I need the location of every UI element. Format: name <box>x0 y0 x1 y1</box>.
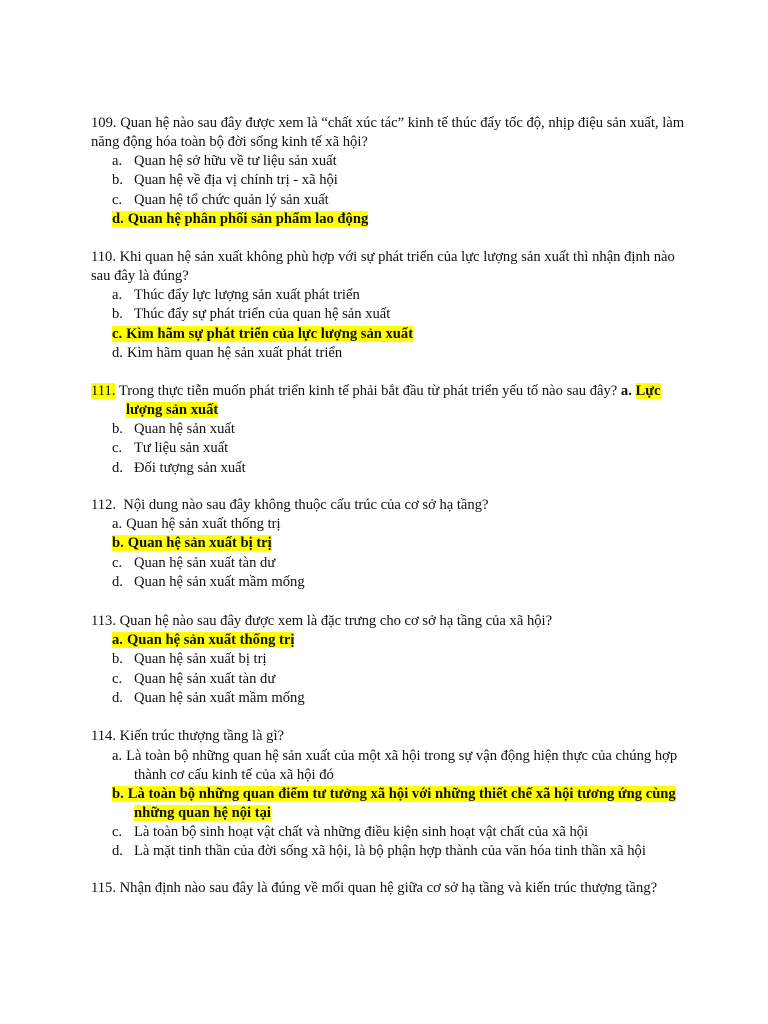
option-d: d. Đối tượng sản xuất <box>112 459 246 476</box>
option-d: d. Quan hệ sản xuất mầm mống <box>112 574 305 591</box>
option-a: a. Quan hệ sở hữu về tư liệu sản xuất <box>112 153 337 169</box>
option-list <box>91 420 691 478</box>
question-stem: 111. Trong thực tiễn muốn phát triển kinh tế phải bắt đầu từ phát triển yếu tố nào sau đây? a. Lực lượng sản xuất <box>91 383 661 418</box>
option-list <box>91 747 691 862</box>
option-a-answer: a. Quan hệ sản xuất thống trị <box>112 632 295 648</box>
option-list <box>91 631 691 709</box>
option-a: a. Là toàn bộ những quan hệ sản xuất của một xã hội trong sự vận động hiện thực của chúng hợp thành cơ cấu kinh tế của xã hội đó <box>112 748 678 783</box>
option-b: b. Quan hệ sản xuất <box>112 421 235 437</box>
option-c-answer: c. Kìm hãm sự phát triển của lực lượng sản xuất <box>112 325 414 342</box>
option-b-answer: b. Quan hệ sản xuất bị trị <box>112 535 272 552</box>
question-stem: 112. Nội dung nào sau đây không thuộc cấu trúc của cơ sở hạ tầng? <box>91 497 489 513</box>
option-d: d. Quan hệ sản xuất mầm mống <box>112 690 305 707</box>
option-c: c. Là toàn bộ sinh hoạt vật chất và những điều kiện sinh hoạt vật chất của xã hội <box>112 824 589 840</box>
option-list <box>91 152 691 230</box>
question-110 <box>91 248 691 364</box>
option-b-answer: b. Là toàn bộ những quan điểm tư tưởng xã hội với những thiết chế xã hội tương ứng cùng những quan hệ nội tại <box>112 786 676 821</box>
inline-option-label: a. <box>620 383 632 399</box>
question-113 <box>91 612 691 709</box>
option-c: c. Quan hệ tổ chức quản lý sản xuất <box>112 191 329 208</box>
option-a-answer: Lực lượng sản xuất <box>126 383 661 418</box>
option-list <box>91 515 691 593</box>
question-number: 111. <box>91 383 116 399</box>
option-b: b. Quan hệ về địa vị chính trị - xã hội <box>112 172 338 189</box>
option-c: c. Quan hệ sản xuất tàn dư <box>112 554 276 571</box>
question-stem: 115. Nhận định nào sau đây là đúng về mối quan hệ giữa cơ sở hạ tầng và kiến trúc thượng tầng? <box>91 880 658 896</box>
option-list <box>91 286 691 364</box>
option-b: b. Thúc đẩy sự phát triển của quan hệ sản xuất <box>112 306 391 323</box>
option-d-answer: d. Quan hệ phân phối sản phẩm lao động <box>112 211 369 228</box>
question-109 <box>91 114 691 230</box>
option-c: c. Quan hệ sản xuất tàn dư <box>112 670 276 687</box>
question-stem: 109. Quan hệ nào sau đây được xem là “chất xúc tác” kinh tế thúc đẩy tốc độ, nhịp điệu sản xuất, làm năng động hóa toàn bộ đời sống kinh tế xã hội? <box>91 115 685 150</box>
option-a: a. Thúc đẩy lực lượng sản xuất phát triển <box>112 287 360 303</box>
question-114 <box>91 727 691 862</box>
question-115 <box>91 879 691 898</box>
option-b: b. Quan hệ sản xuất bị trị <box>112 651 267 668</box>
option-d: d. Là mặt tinh thần của đời sống xã hội, là bộ phận hợp thành của văn hóa tinh thần xã hội <box>112 843 646 860</box>
question-stem: 114. Kiến trúc thượng tầng là gì? <box>91 728 285 744</box>
question-111 <box>91 382 691 478</box>
option-c: c. Tư liệu sản xuất <box>112 440 229 457</box>
option-d: d. Kìm hãm quan hệ sản xuất phát triển <box>112 345 343 362</box>
question-stem: 110. Khi quan hệ sản xuất không phù hợp với sự phát triển của lực lượng sản xuất thì nhận định nào sau đây là đúng? <box>91 249 675 284</box>
option-a: a. Quan hệ sản xuất thống trị <box>112 516 281 532</box>
question-112 <box>91 496 691 593</box>
question-stem: 113. Quan hệ nào sau đây được xem là đặc trưng cho cơ sở hạ tầng của xã hội? <box>91 613 553 629</box>
